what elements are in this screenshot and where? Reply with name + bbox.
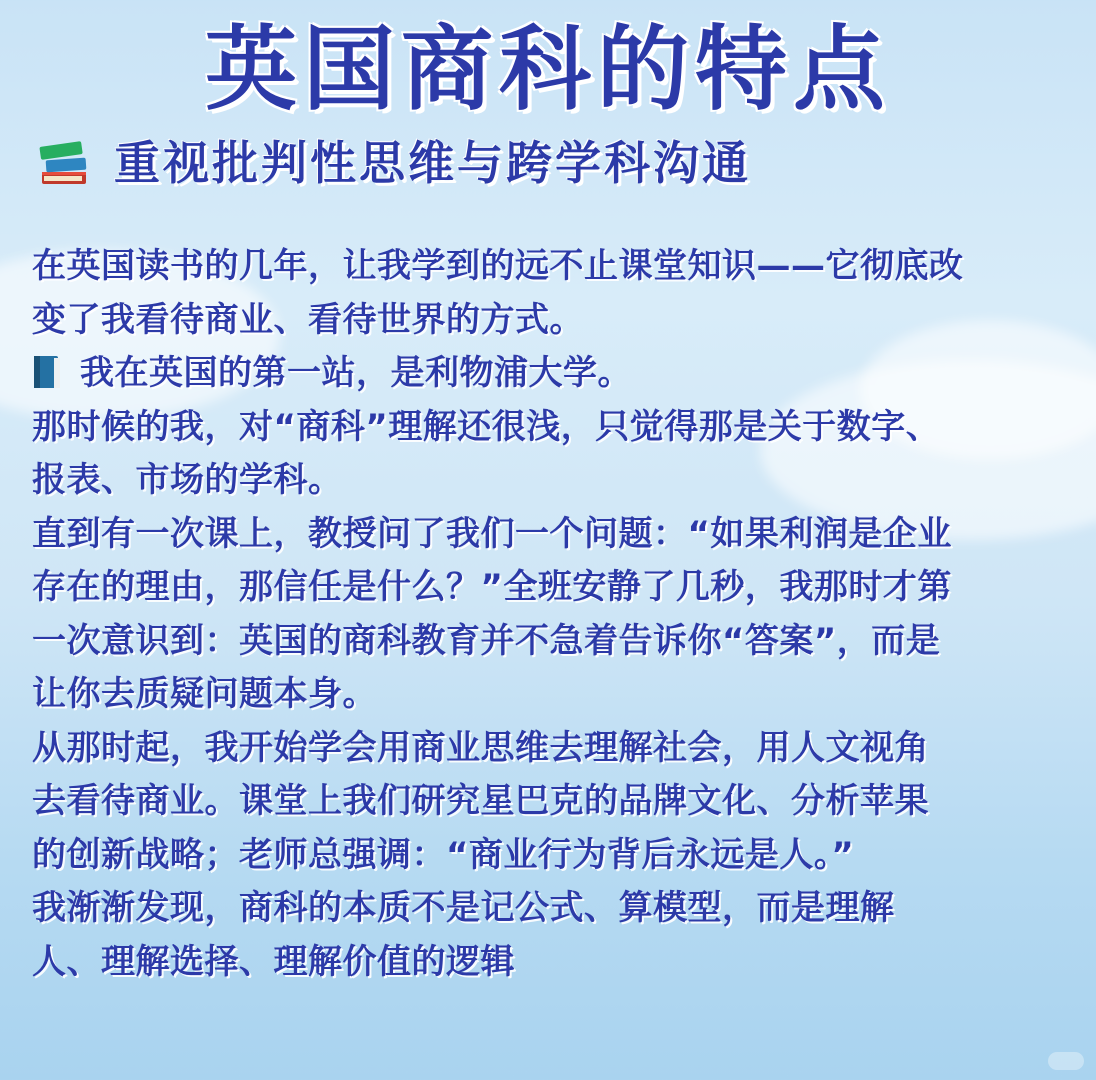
paragraph-line: 人、理解选择、理解价值的逻辑: [32, 941, 515, 982]
paragraph-line-with-icon: [32, 347, 1072, 401]
subtitle: 重视批判性思维与跨学科沟通: [114, 136, 751, 190]
paragraph-line: 在英国读书的几年，让我学到的远不止课堂知识——它彻底改: [32, 246, 964, 286]
paragraph-line: 从那时起，我开始学会用商业思维去理解社会，用人文视角: [32, 727, 929, 768]
paragraph-line: 去看待商业。课堂上我们研究星巴克的品牌文化、分析苹果: [32, 781, 929, 821]
blue-book-icon: [32, 354, 62, 390]
paragraph-line: 一次意识到：英国的商科教育并不急着告诉你“答案”，而是: [32, 620, 941, 661]
paragraph-line: 让你去质疑问题本身。: [32, 674, 377, 714]
article-body: [32, 240, 1072, 989]
paragraph-line: 直到有一次课上，教授问了我们一个问题：“如果利润是企业: [32, 513, 952, 554]
paragraph-text: 我在英国的第一站，是利物浦大学。: [80, 353, 632, 393]
paragraph-line: 的创新战略；老师总强调：“商业行为背后永远是人。”: [32, 834, 855, 875]
paragraph-line: 报表、市场的学科。: [32, 460, 343, 500]
page-title: 英国商科的特点: [204, 16, 891, 123]
paragraph-line: 存在的理由，那信任是什么？”全班安静了几秒，我那时才第: [32, 567, 952, 607]
watermark-badge: [1048, 1052, 1084, 1070]
subtitle-row: [36, 138, 751, 188]
paragraph-line: 变了我看待商业、看待世界的方式。: [32, 299, 584, 340]
books-icon: [36, 138, 92, 188]
paragraph-line: 那时候的我，对“商科”理解还很浅，只觉得那是关于数字、: [32, 406, 941, 447]
paragraph-line: 我渐渐发现，商科的本质不是记公式、算模型，而是理解: [32, 888, 895, 928]
